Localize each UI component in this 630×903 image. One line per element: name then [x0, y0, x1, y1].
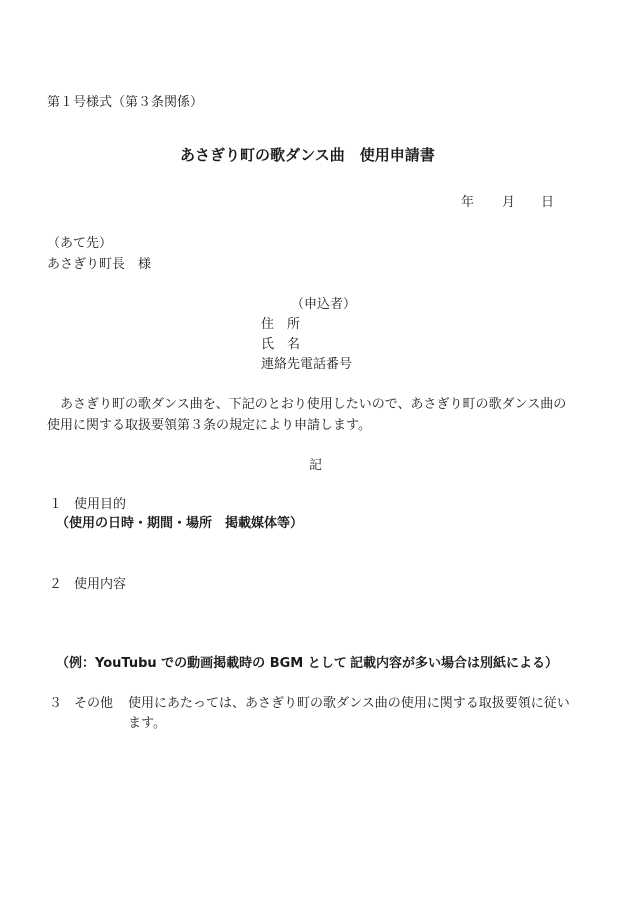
item-2-label: 使用内容 — [74, 577, 127, 592]
applicant-heading: （申込者） — [291, 297, 357, 312]
applicant-address-label: 住 所 — [261, 317, 301, 332]
date-year: 年 — [461, 195, 475, 210]
item-2-number: ２ — [49, 577, 63, 592]
item-3-number: ３ — [49, 696, 63, 711]
item-1-note: （使用の日時・期間・場所 掲載媒体等） — [56, 516, 304, 531]
item-2-example: （例：YouTubu での動画掲載時の BGM として — [56, 656, 347, 671]
date-month: 月 — [502, 195, 516, 210]
page-title: あさぎり町の歌ダンス曲 使用申請書 — [180, 146, 435, 164]
item-3-label: その他 — [74, 696, 114, 711]
applicant-name-label: 氏 名 — [261, 337, 301, 352]
item-3-text-line-2: ます。 — [128, 716, 166, 731]
intro-line-1: あさぎり町の歌ダンス曲を、下記のとおり使用したいので、あさぎり町の歌ダンス曲の — [47, 397, 567, 412]
addressee-heading: （あて先） — [47, 236, 113, 251]
item-2-example-note: 記載内容が多い場合は別紙による） — [350, 656, 559, 671]
item-3-text-line-1: 使用にあたっては、あさぎり町の歌ダンス曲の使用に関する取扱要領に従い — [128, 696, 570, 711]
ki-heading: 記 — [309, 458, 323, 473]
date-day: 日 — [541, 195, 555, 210]
form-label: 第１号様式（第３条関係） — [47, 95, 204, 110]
addressee-name: あさぎり町長 様 — [47, 257, 152, 272]
item-1-number: １ — [49, 497, 63, 512]
intro-line-2: 使用に関する取扱要領第３条の規定により申請します。 — [47, 418, 371, 433]
item-1-label: 使用目的 — [74, 497, 127, 512]
applicant-phone-label: 連絡先電話番号 — [261, 357, 353, 372]
